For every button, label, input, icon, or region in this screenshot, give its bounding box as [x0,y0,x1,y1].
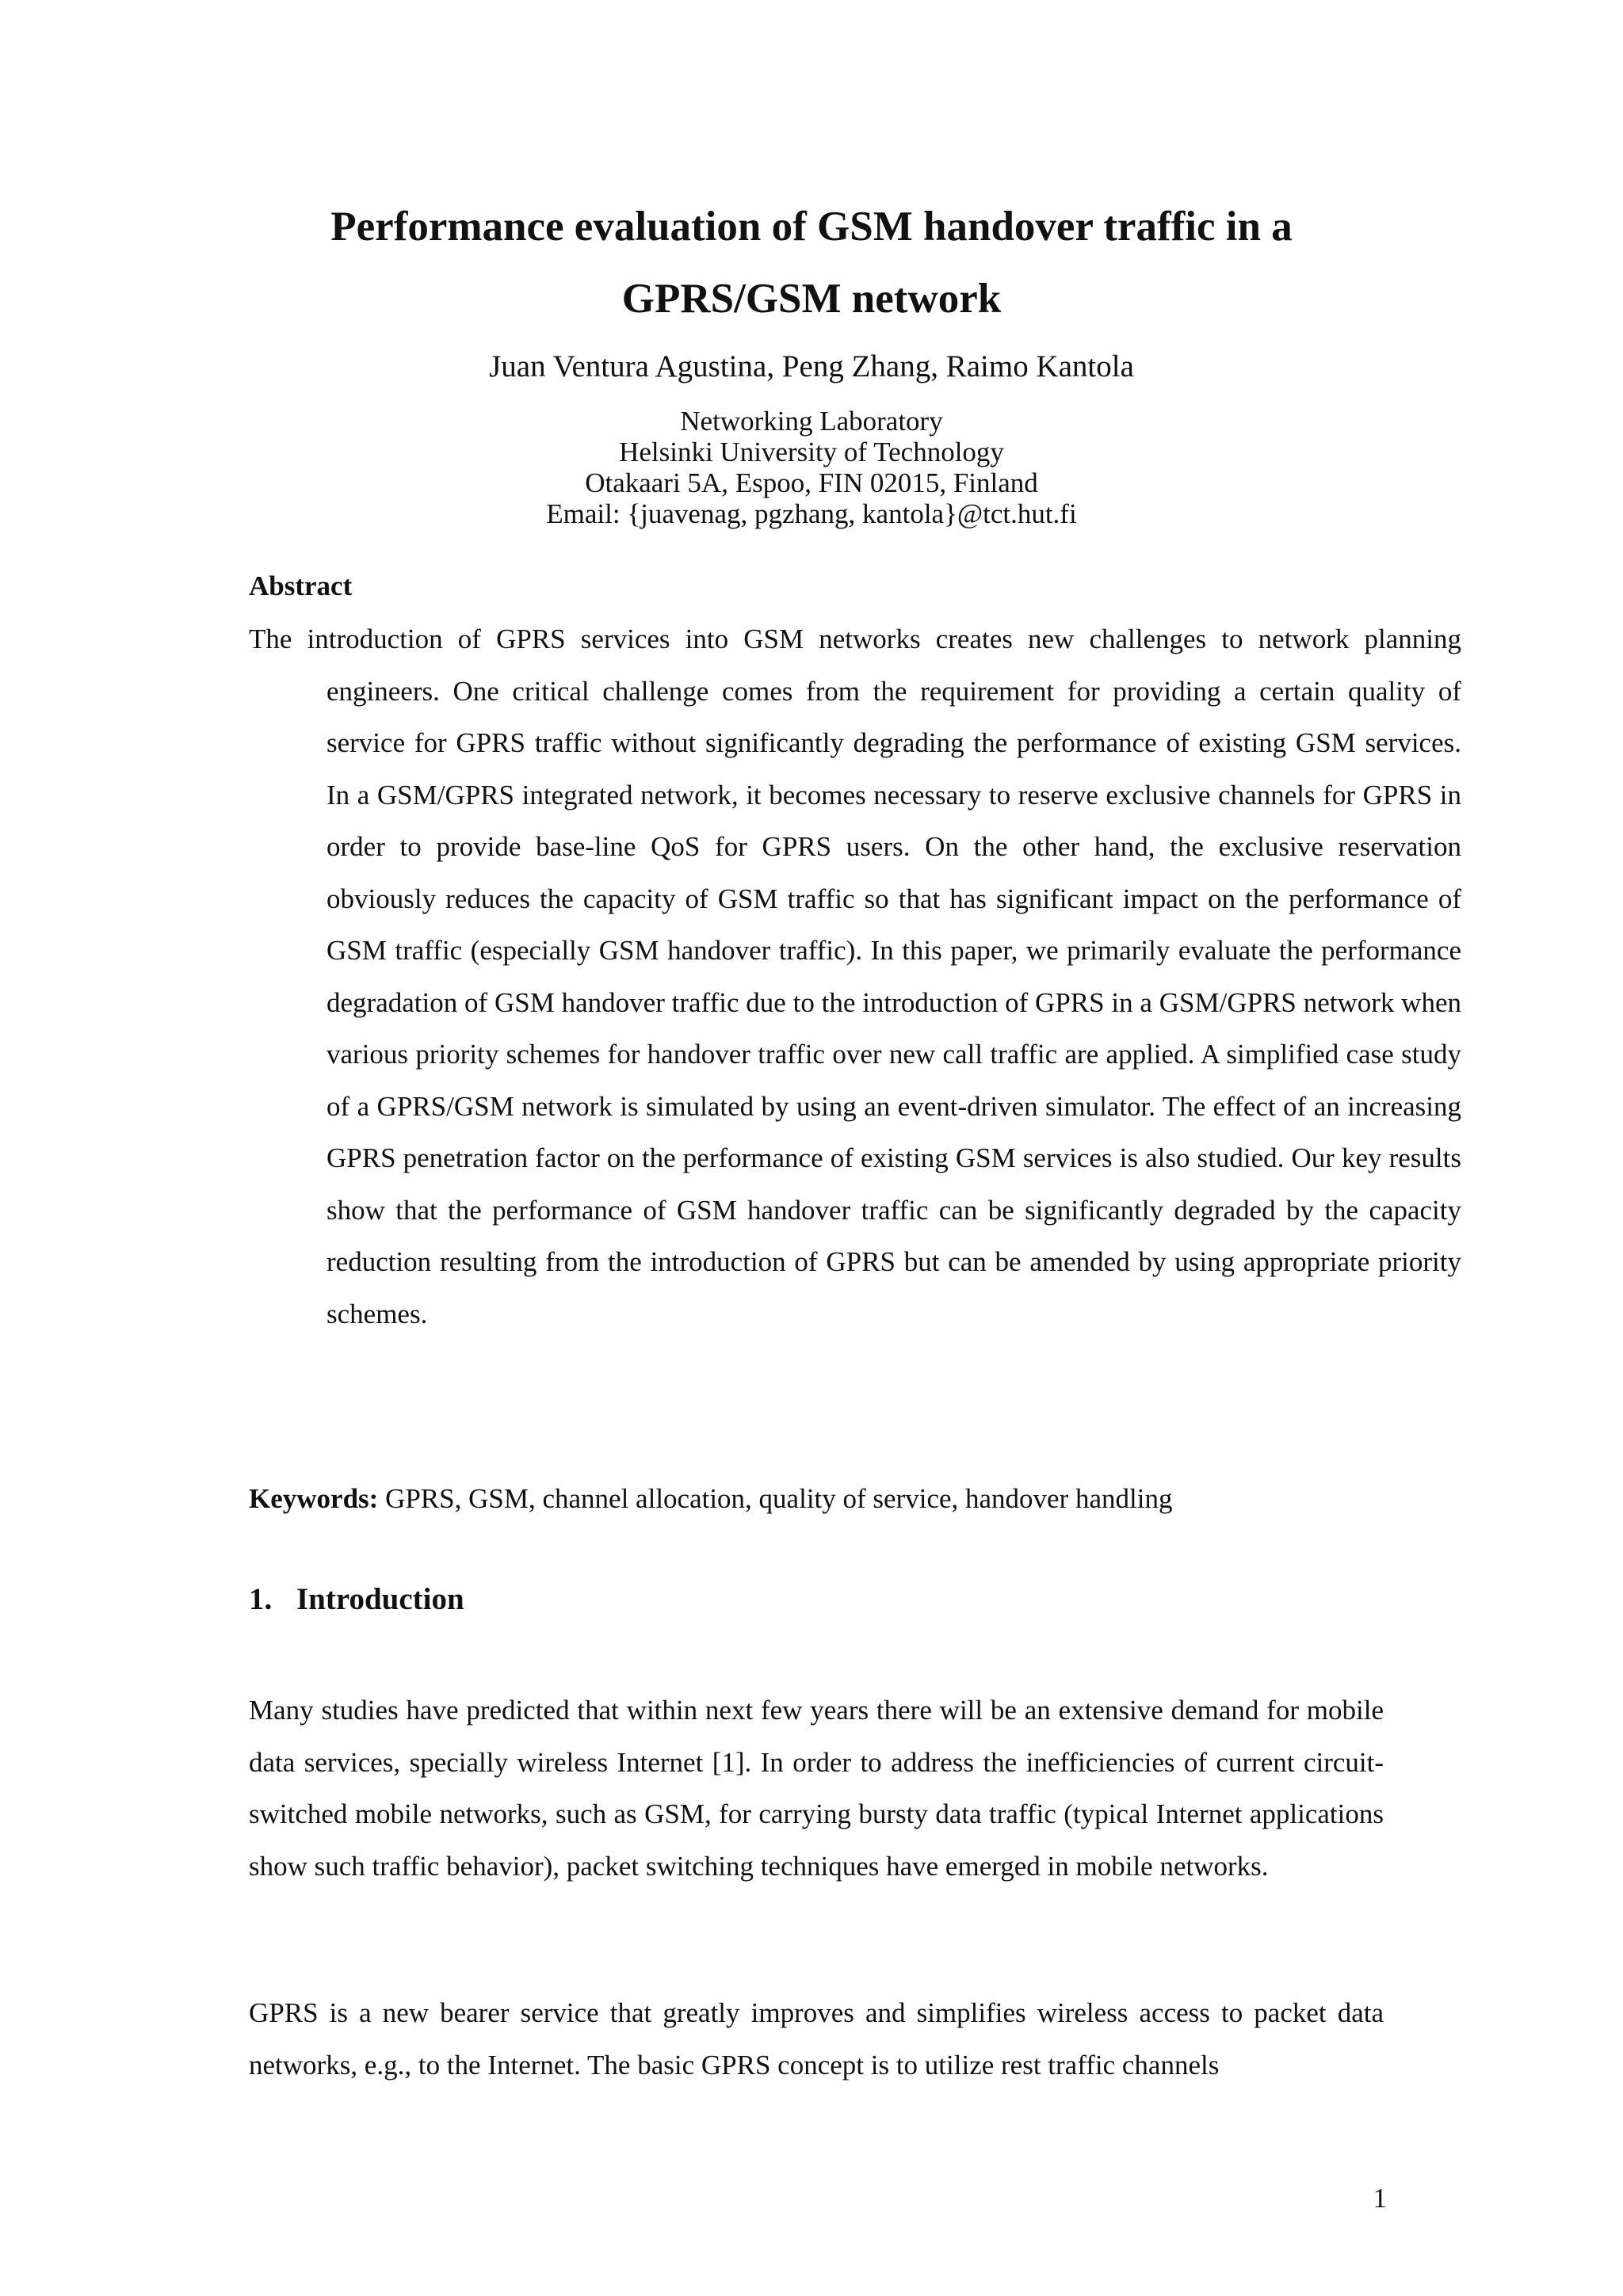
intro-paragraph-2: GPRS is a new bearer service that greatly improves and simplifies wireless access to packet data networks, e.g., to the Internet. The basic GPRS concept is to utilize rest traffic channels [249,1997,1384,2081]
keywords-label: Keywords: [249,1483,379,1514]
affiliation-lab: Networking Laboratory [680,406,943,437]
intro-paragraph-1: Many studies have predicted that within next few years there will be an extensive demand for mobile data services, specially wireless Internet [1]. In order to address the inefficiencies of current circuit-switched mobile networks, such as GSM, for carrying bursty data traffic (typical Internet applications show such traffic behavior), packet switching techniques have emerged in mobile networks. [249,1695,1384,1882]
page-number: 1 [1373,2183,1387,2214]
author-list: Juan Ventura Agustina, Peng Zhang, Raimo Kantola [489,349,1134,383]
affiliation-university: Helsinki University of Technology [619,437,1004,467]
keywords-text: GPRS, GSM, channel allocation, quality of service, handover handling [378,1483,1173,1514]
keywords-line [249,1479,1384,1519]
paper-title-line-2: GPRS/GSM network [621,276,1002,322]
section-heading-introduction [249,1577,464,1621]
abstract-body: The introduction of GPRS services into GSM networks creates new challenges to network planning engineers. One critical challenge comes from the requirement for providing a certain quality of service for GPRS traffic without significantly degrading the performance of existing GSM services. In a GSM/GPRS integrated network, it becomes necessary to reserve exclusive channels for GPRS in order to provide base-line QoS for GPRS users. On the other hand, the exclusive reservation obviously reduces the capacity of GSM traffic so that has significant impact on the performance of GSM traffic (especially GSM handover traffic). In this paper, we primarily evaluate the performance degradation of GSM handover traffic due to the introduction of GPRS in a GSM/GPRS network when various priority schemes for handover traffic over new call traffic are applied. A simplified case study of a GPRS/GSM network is simulated by using an event-driven simulator. The effect of an increasing GPRS penetration factor on the performance of existing GSM services is also studied. Our key results show that the performance of GSM handover traffic can be significantly degraded by the capacity reduction resulting from the introduction of GPRS but can be amended by using appropriate priority schemes. [249,624,1461,1329]
affiliation-email: Email: {juavenag, pgzhang, kantola}@tct.hut.fi [546,498,1077,529]
abstract-heading: Abstract [249,570,353,601]
section-title: Introduction [296,1582,464,1616]
affiliation-block [0,406,1623,529]
paper-title-line-1: Performance evaluation of GSM handover traffic in a [330,204,1293,250]
section-number: 1. [249,1582,273,1616]
affiliation-address: Otakaari 5A, Espoo, FIN 02015, Finland [585,467,1038,498]
